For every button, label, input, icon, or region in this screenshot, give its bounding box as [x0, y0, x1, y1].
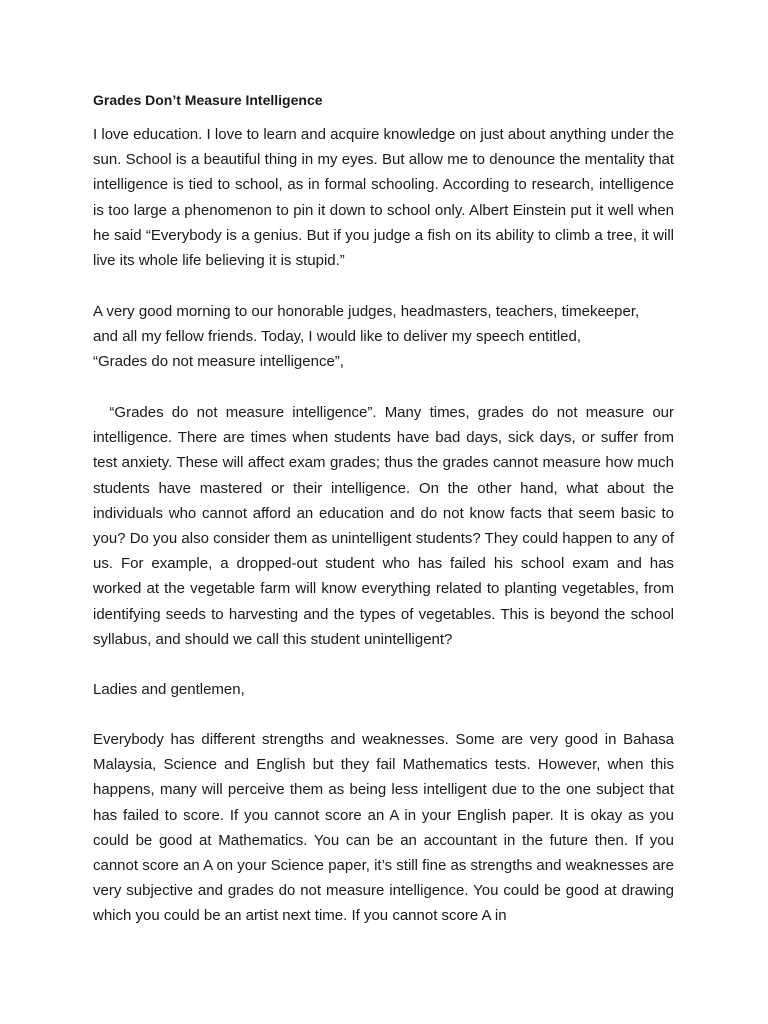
- paragraph-address: Ladies and gentlemen,: [93, 681, 245, 698]
- document-title: Grades Don’t Measure Intelligence: [93, 92, 323, 108]
- paragraph-greeting: [93, 299, 674, 375]
- greeting-line: A very good morning to our honorable judges, headmasters, teachers, timekeeper,: [93, 303, 640, 320]
- paragraph-introduction: I love education. I love to learn and acquire knowledge on just about anything under the sun. School is a beautiful thing in my eyes. But allow me to denounce the mentality that intelligence is tied to school, as in formal schooling. According to research, intelligence is too large a phenomenon to pin it down to school only. Albert Einstein put it well when he said “Everybody is a genius. But if you judge a fish on its ability to climb a tree, it will live its whole life believing it is stupid.”: [93, 126, 674, 270]
- greeting-line: and all my fellow friends. Today, I would like to deliver my speech entitled,: [93, 328, 582, 346]
- paragraph-strengths-weaknesses: Everybody has different strengths and weaknesses. Some are very good in Bahasa Malaysia, Science and English but they fail Mathematics tests. However, when this happens, many will perceive them as being less intelligent due to the one subject that has failed to score. If you cannot score an A in your English paper. It is okay as you could be good at Mathematics. You can be an accountant in the future then. If you cannot score an A on your Science paper, it’s still fine as strengths and weaknesses are very subjective and grades do not measure intelligence. You could be good at drawing which you could be an artist next time. If you cannot score A in: [93, 731, 674, 925]
- greeting-line: “Grades do not measure intelligence”,: [93, 353, 344, 371]
- paragraph-grades-intelligence: “Grades do not measure intelligence”. Many times, grades do not measure our intelligence. There are times when students have bad days, sick days, or suffer from test anxiety. These will affect exam grades; thus the grades cannot measure how much students have mastered or their intelligence. On the other hand, what about the individuals who cannot afford an education and do not know facts that seem basic to you? Do you also consider them as unintelligent students? They could happen to any of us. For example, a dropped-out student who has failed his school exam and has worked at the vegetable farm will know everything related to planting vegetables, from identifying seeds to harvesting and the types of vegetables. This is beyond the school syllabus, and should we call this student unintelligent?: [93, 404, 679, 648]
